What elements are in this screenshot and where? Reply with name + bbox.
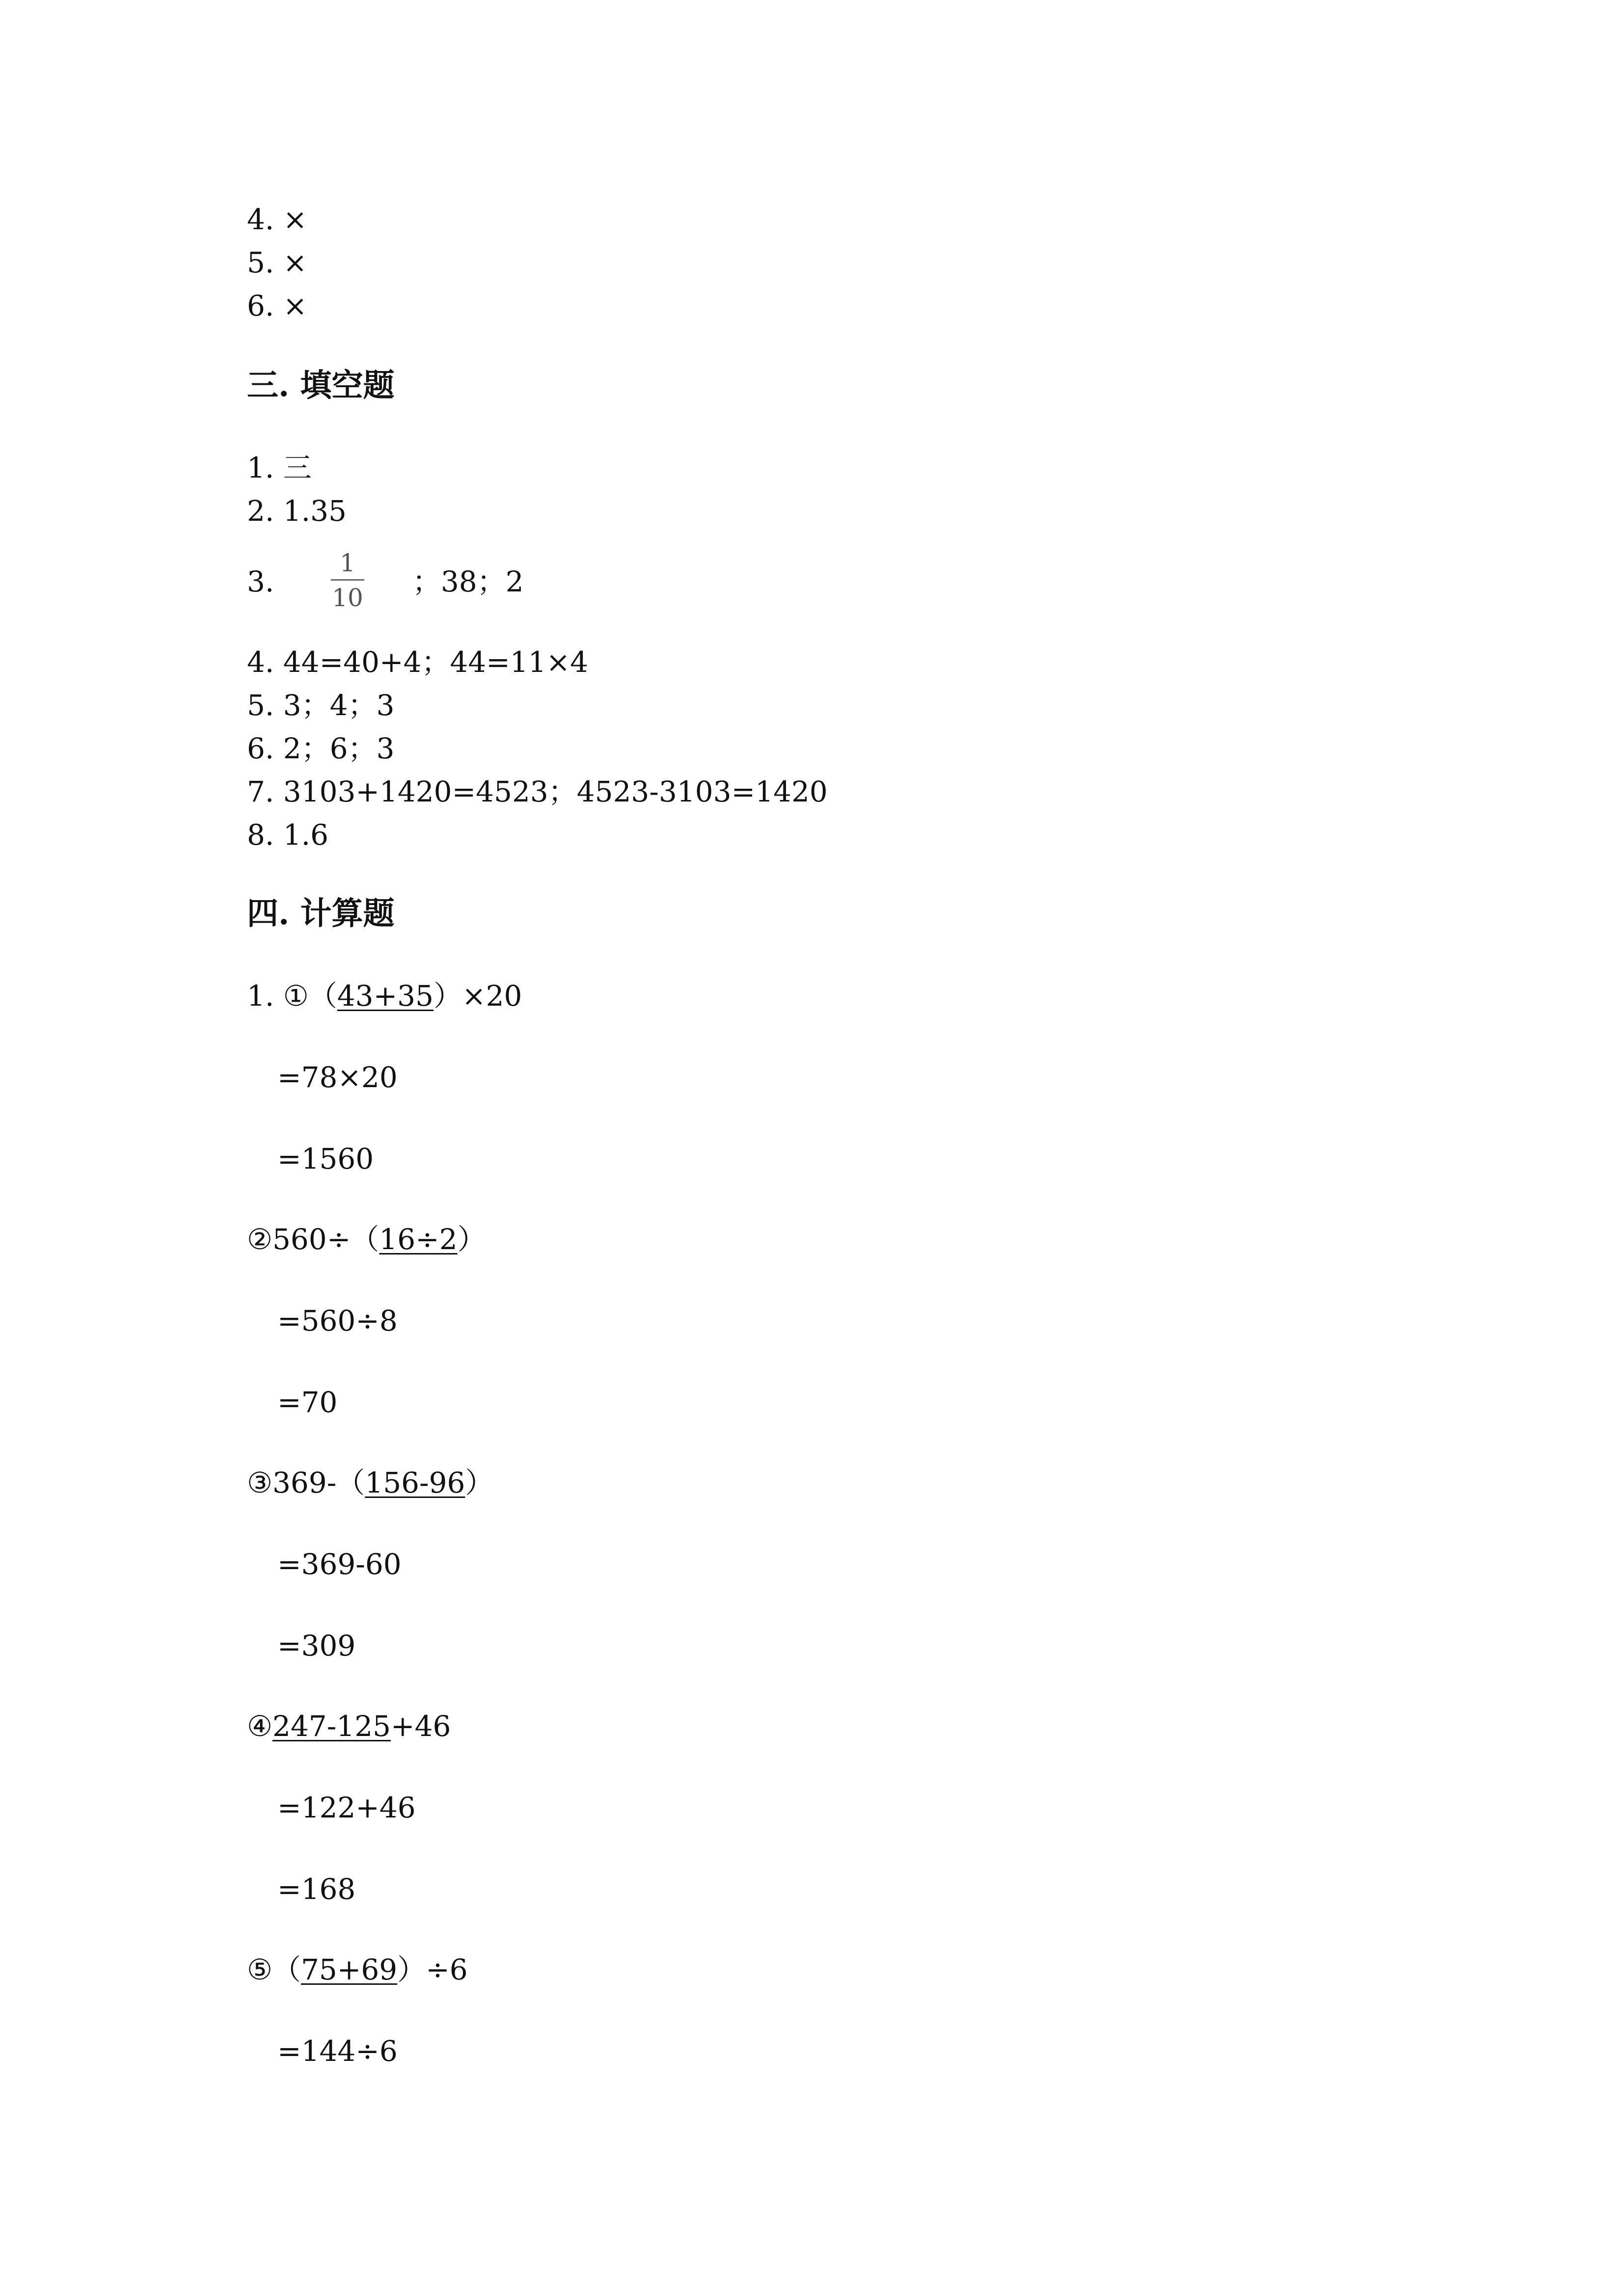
item-number: 4. xyxy=(247,203,274,236)
section-heading: 四. 计算题 xyxy=(247,895,395,932)
problem-suffix: ）×20 xyxy=(433,979,522,1013)
step-line: =369-60 xyxy=(277,1548,402,1581)
step-line: =1560 xyxy=(277,1142,374,1175)
underlined-expression: 43+35 xyxy=(337,979,433,1013)
step-line: =70 xyxy=(277,1386,338,1419)
section-heading: 三. 填空题 xyxy=(247,367,395,404)
answer-line: 6. 2；6；3 xyxy=(247,732,395,765)
step-line: =78×20 xyxy=(277,1061,398,1094)
answer-line xyxy=(247,245,307,280)
problem-line xyxy=(247,1466,493,1500)
answer-line: 1. 三 xyxy=(247,451,312,484)
answer-line xyxy=(247,202,307,237)
problem-prefix: ④ xyxy=(247,1709,272,1743)
cross-mark: × xyxy=(283,246,307,279)
underlined-expression: 156-96 xyxy=(365,1466,465,1499)
answer-line xyxy=(247,289,307,323)
fraction-denominator: 10 xyxy=(332,584,363,612)
problem-prefix: ⑤（ xyxy=(247,1953,301,1986)
problem-prefix: ②560÷（ xyxy=(247,1223,379,1256)
answer-line: ；38；2 xyxy=(412,565,524,598)
step-line: =560÷8 xyxy=(277,1304,398,1337)
answer-line: 7. 3103+1420=4523；4523-3103=1420 xyxy=(247,775,828,808)
problem-line xyxy=(247,1952,468,1987)
underlined-expression: 75+69 xyxy=(301,1953,398,1986)
problem-line xyxy=(247,1222,486,1256)
problem-suffix: +46 xyxy=(391,1709,451,1743)
fraction-bar xyxy=(331,579,364,581)
step-line: =144÷6 xyxy=(277,2034,398,2068)
problem-suffix: ）÷6 xyxy=(397,1953,468,1986)
answer-line: 2. 1.35 xyxy=(247,494,347,528)
answer-line: 8. 1.6 xyxy=(247,818,329,852)
problem-prefix: ③369-（ xyxy=(247,1466,365,1499)
fraction-numerator: 1 xyxy=(340,549,355,577)
item-number: 3. xyxy=(247,565,274,598)
step-line: =309 xyxy=(277,1629,356,1662)
problem-suffix: ） xyxy=(457,1223,486,1256)
problem-line xyxy=(247,1709,451,1743)
answer-line: 5. 3；4；3 xyxy=(247,689,395,722)
underlined-expression: 247-125 xyxy=(272,1709,391,1743)
underlined-expression: 16÷2 xyxy=(379,1223,458,1256)
item-number: 6. xyxy=(247,289,274,322)
problem-prefix: 1. ①（ xyxy=(247,979,337,1013)
cross-mark: × xyxy=(283,289,307,322)
answer-line: 4. 44=40+4；44=11×4 xyxy=(247,645,589,679)
item-number: 5. xyxy=(247,246,274,279)
step-line: =122+46 xyxy=(277,1791,416,1824)
problem-line xyxy=(247,979,522,1013)
cross-mark: × xyxy=(283,203,307,236)
problem-suffix: ） xyxy=(465,1466,494,1499)
step-line: =168 xyxy=(277,1872,356,1906)
fraction xyxy=(328,549,367,612)
